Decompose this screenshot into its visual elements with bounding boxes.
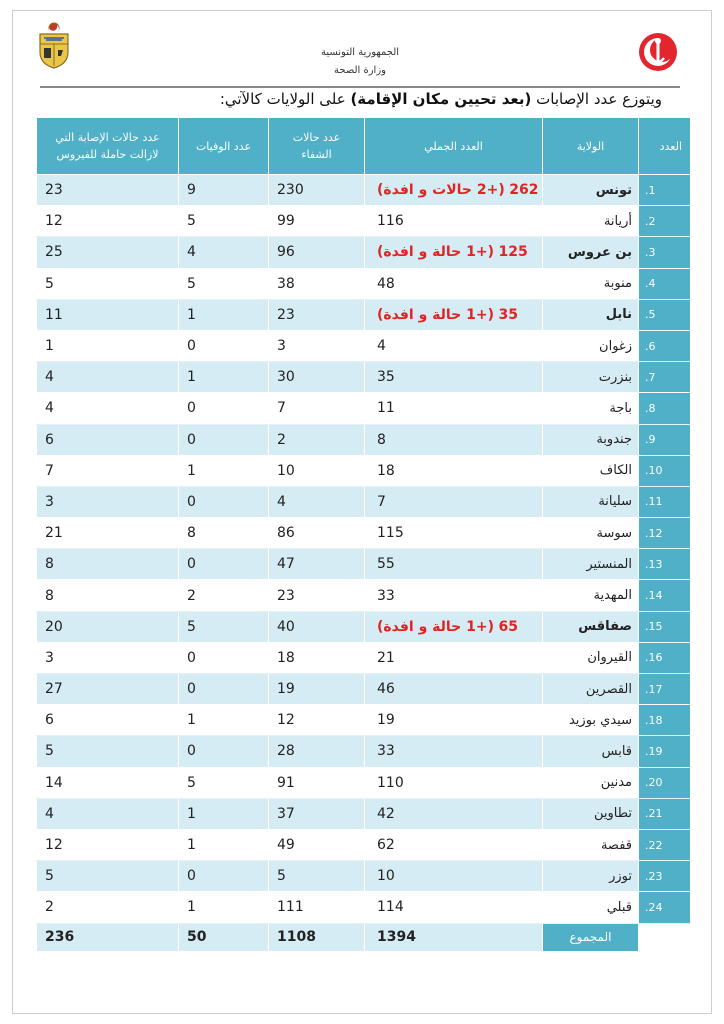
row-active: 4 [37,798,179,829]
table-row [37,736,691,767]
row-recovered: 111 [269,892,365,923]
row-recovered: 38 [269,268,365,299]
row-active: 8 [37,549,179,580]
row-active: 2 [37,892,179,923]
row-deaths: 1 [179,705,269,736]
row-number: 14. [639,580,691,611]
header-total: العدد الجملي [365,118,543,175]
row-active: 1 [37,330,179,361]
row-total [365,580,543,611]
row-active: 5 [37,268,179,299]
row-imported-cases: (+2 حالات و افدة) [377,182,505,199]
header-wilaya: الولاية [543,118,639,175]
row-total [365,362,543,393]
row-recovered: 19 [269,674,365,705]
row-recovered: 47 [269,549,365,580]
row-wilaya: قابس [543,736,639,767]
row-imported-cases: (+1 حالة و افدة) [377,244,495,261]
row-recovered: 3 [269,330,365,361]
row-total [365,829,543,860]
row-recovered: 12 [269,705,365,736]
row-total-value: 46 [377,681,395,698]
row-total-value: 48 [377,275,395,292]
row-deaths: 1 [179,299,269,330]
row-total-value: 7 [377,493,386,510]
row-deaths: 9 [179,175,269,206]
row-wilaya: تطاوين [543,798,639,829]
row-recovered: 10 [269,455,365,486]
table-row [37,206,691,237]
row-deaths: 0 [179,674,269,705]
header-recovered-line1: عدد حالات [292,131,341,144]
row-active: 27 [37,674,179,705]
row-imported-cases: (+1 حالة و افدة) [377,306,495,323]
row-number: 6. [639,330,691,361]
row-total [365,424,543,455]
row-total-value: 33 [377,587,395,604]
row-deaths: 5 [179,268,269,299]
row-total [365,705,543,736]
row-total-value: 116 [377,213,404,230]
row-number: 3. [639,237,691,268]
row-total [365,518,543,549]
row-active: 4 [37,362,179,393]
title-suffix: على الولايات كالآتي: [219,90,346,108]
row-deaths: 0 [179,736,269,767]
row-total-value: 62 [377,837,395,854]
tunisia-coat-of-arms-icon [34,22,74,70]
row-total [365,549,543,580]
row-imported-cases: (+1 حالة و افدة) [377,618,495,635]
row-total-value: 35 [377,369,395,386]
row-wilaya: المهدية [543,580,639,611]
letterhead [0,0,724,90]
header-active [37,118,179,175]
row-total-value: 8 [377,431,386,448]
row-deaths: 5 [179,206,269,237]
row-active: 3 [37,486,179,517]
table-row [37,549,691,580]
table-row [37,268,691,299]
row-active: 6 [37,705,179,736]
row-active: 7 [37,455,179,486]
row-deaths: 0 [179,486,269,517]
row-total [365,861,543,892]
totals-recovered: 1108 [269,923,365,951]
header-active-line1: عدد حالات الإصابة التي [55,131,160,144]
row-total [365,330,543,361]
table-row [37,362,691,393]
row-active: 21 [37,518,179,549]
row-number: 16. [639,642,691,673]
document-title [220,90,662,108]
table-row [37,892,691,923]
row-deaths: 0 [179,424,269,455]
table-row [37,393,691,424]
row-deaths: 1 [179,892,269,923]
row-total [365,393,543,424]
row-total-value: 11 [377,400,395,417]
row-total [365,268,543,299]
row-active: 3 [37,642,179,673]
row-total [365,237,543,268]
row-total-value: 115 [377,525,404,542]
row-active: 25 [37,237,179,268]
row-active: 4 [37,393,179,424]
row-recovered: 96 [269,237,365,268]
row-total [365,206,543,237]
row-recovered: 23 [269,580,365,611]
row-total-value: 4 [377,338,386,355]
row-active: 5 [37,736,179,767]
row-wilaya: سيدي بوزيد [543,705,639,736]
row-active: 12 [37,206,179,237]
row-total-value: 21 [377,649,395,666]
row-deaths: 5 [179,611,269,642]
row-wilaya: القيروان [543,642,639,673]
row-wilaya: مدنين [543,767,639,798]
row-recovered: 91 [269,767,365,798]
red-crescent-logo-icon [638,32,678,72]
row-active: 11 [37,299,179,330]
row-number: 17. [639,674,691,705]
row-total-value: 19 [377,712,395,729]
row-number: 20. [639,767,691,798]
row-active: 5 [37,861,179,892]
row-deaths: 4 [179,237,269,268]
row-recovered: 86 [269,518,365,549]
row-number: 18. [639,705,691,736]
table-row [37,829,691,860]
row-total [365,736,543,767]
row-number: 5. [639,299,691,330]
row-recovered: 37 [269,798,365,829]
row-total-value: 18 [377,462,395,479]
row-wilaya: زغوان [543,330,639,361]
table-row [37,767,691,798]
row-wilaya: المنستير [543,549,639,580]
row-number: 15. [639,611,691,642]
row-total-value: 262 [509,182,539,199]
table-row [37,455,691,486]
row-number: 1. [639,175,691,206]
row-recovered: 5 [269,861,365,892]
row-wilaya: سوسة [543,518,639,549]
title-prefix: ويتوزع عدد الإصابات [536,90,662,108]
table-row [37,580,691,611]
row-total-value: 125 [498,244,528,261]
totals-total: 1394 [365,923,543,951]
row-recovered: 2 [269,424,365,455]
row-deaths: 2 [179,580,269,611]
row-wilaya: بن عروس [543,237,639,268]
row-number: 22. [639,829,691,860]
row-deaths: 0 [179,642,269,673]
row-wilaya: بنزرت [543,362,639,393]
row-active: 6 [37,424,179,455]
row-total [365,455,543,486]
table-row [37,674,691,705]
table-header-row [37,118,691,175]
totals-active: 236 [37,923,179,951]
row-recovered: 18 [269,642,365,673]
header-recovered [269,118,365,175]
header-recovered-line2: الشفاء [301,148,332,161]
header-divider [40,86,680,88]
table-row [37,486,691,517]
title-bold: (بعد تحيين مكان الإقامة) [350,90,532,108]
totals-label: المجموع [543,923,639,951]
row-number: 21. [639,798,691,829]
row-total [365,299,543,330]
header-deaths: عدد الوفيات [179,118,269,175]
row-total [365,175,543,206]
totals-empty-cell [639,923,691,951]
row-wilaya: توزر [543,861,639,892]
row-number: 7. [639,362,691,393]
row-wilaya: سليانة [543,486,639,517]
row-number: 8. [639,393,691,424]
row-wilaya: باجة [543,393,639,424]
row-total [365,892,543,923]
row-deaths: 0 [179,330,269,361]
row-recovered: 28 [269,736,365,767]
row-recovered: 4 [269,486,365,517]
row-wilaya: تونس [543,175,639,206]
row-total-value: 42 [377,805,395,822]
row-wilaya: صفاقس [543,611,639,642]
row-number: 2. [639,206,691,237]
row-active: 20 [37,611,179,642]
row-number: 11. [639,486,691,517]
republic-label: الجمهورية التونسية [320,47,400,58]
header-active-line2: لازالت حاملة للفيروس [56,148,159,161]
totals-row [37,923,691,951]
table-row [37,175,691,206]
row-deaths: 1 [179,798,269,829]
table-row [37,798,691,829]
ministry-label: وزارة الصحة [334,65,386,76]
row-number: 12. [639,518,691,549]
row-active: 14 [37,767,179,798]
row-deaths: 0 [179,861,269,892]
table-row [37,299,691,330]
row-wilaya: أريانة [543,206,639,237]
row-number: 23. [639,861,691,892]
row-total-value: 110 [377,774,404,791]
row-total [365,798,543,829]
row-deaths: 1 [179,829,269,860]
row-deaths: 8 [179,518,269,549]
row-wilaya: قبلي [543,892,639,923]
table-row [37,330,691,361]
totals-deaths: 50 [179,923,269,951]
row-recovered: 230 [269,175,365,206]
row-recovered: 99 [269,206,365,237]
row-recovered: 40 [269,611,365,642]
header-number: العدد [639,118,691,175]
row-deaths: 5 [179,767,269,798]
row-total-value: 65 [498,618,518,635]
row-total [365,674,543,705]
row-number: 24. [639,892,691,923]
table-row [37,705,691,736]
row-number: 10. [639,455,691,486]
row-total-value: 33 [377,743,395,760]
table-row [37,237,691,268]
row-total [365,642,543,673]
row-wilaya: منوبة [543,268,639,299]
row-total-value: 55 [377,556,395,573]
row-wilaya: نابل [543,299,639,330]
row-wilaya: جندوبة [543,424,639,455]
table-row [37,611,691,642]
row-recovered: 30 [269,362,365,393]
table-row [37,642,691,673]
row-wilaya: الكاف [543,455,639,486]
row-total [365,767,543,798]
row-number: 13. [639,549,691,580]
row-number: 9. [639,424,691,455]
row-deaths: 0 [179,393,269,424]
row-number: 4. [639,268,691,299]
row-number: 19. [639,736,691,767]
table-row [37,424,691,455]
row-wilaya: القصرين [543,674,639,705]
row-total [365,486,543,517]
row-deaths: 1 [179,455,269,486]
row-active: 8 [37,580,179,611]
row-total-value: 114 [377,899,404,916]
row-recovered: 7 [269,393,365,424]
row-total-value: 35 [498,306,518,323]
row-total-value: 10 [377,868,395,885]
ministry-name [290,44,430,80]
row-deaths: 1 [179,362,269,393]
row-wilaya: قفصة [543,829,639,860]
row-deaths: 0 [179,549,269,580]
row-active: 12 [37,829,179,860]
table-row [37,518,691,549]
table-row [37,861,691,892]
row-recovered: 49 [269,829,365,860]
row-recovered: 23 [269,299,365,330]
cases-table [36,117,691,952]
row-active: 23 [37,175,179,206]
row-total [365,611,543,642]
